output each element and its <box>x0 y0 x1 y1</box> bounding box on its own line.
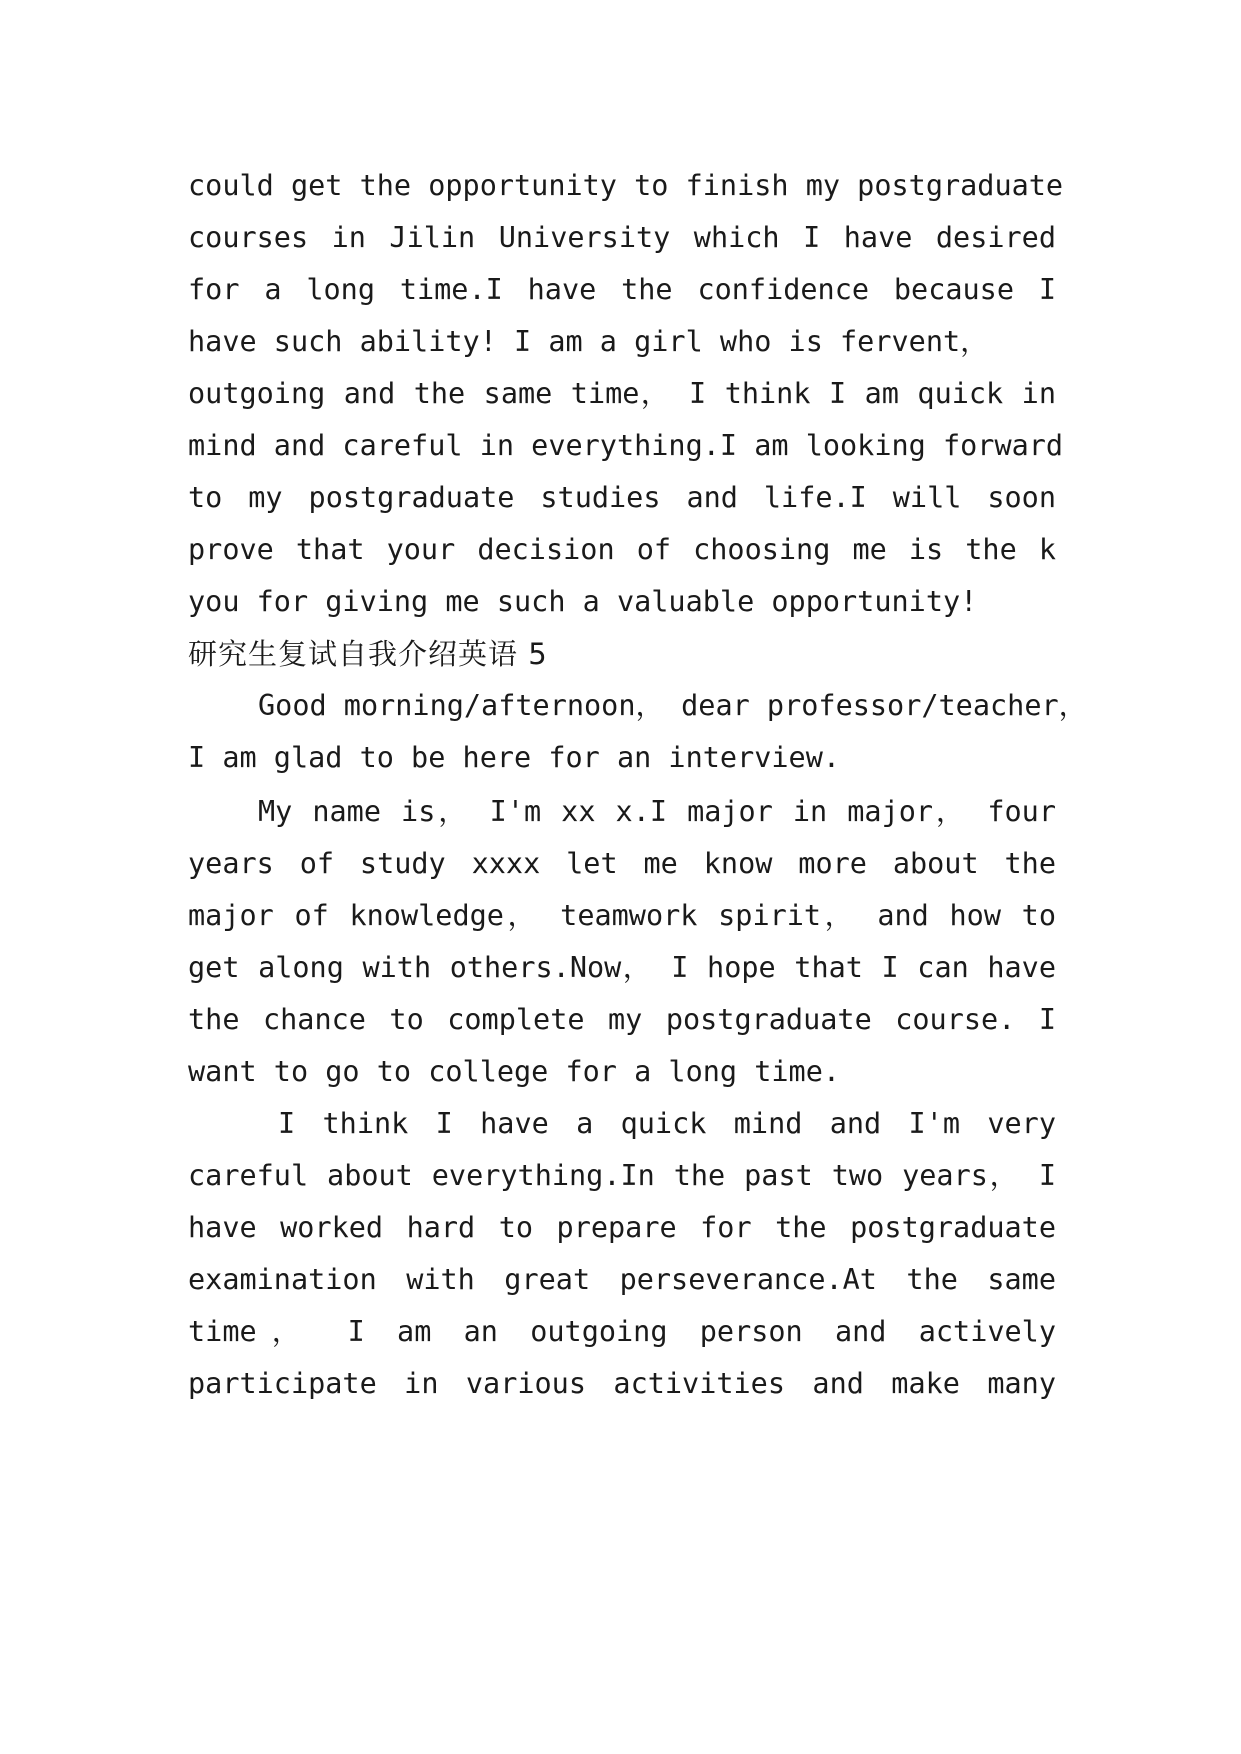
text-line: examination with great perseverance.At the same <box>188 1263 1056 1296</box>
text-line: Good morning/afternoon， dear professor/teacher， <box>258 689 1088 722</box>
text-line: the chance to complete my postgraduate course. I <box>188 1003 1056 1036</box>
text-line: years of study xxxx let me know more about the <box>188 847 1056 880</box>
text-line: courses in Jilin University which I have desired <box>188 221 1056 254</box>
text-line: have such ability! I am a girl who is fervent， <box>188 325 989 358</box>
text-line: My name is， I'm xx x.I major in major， four <box>258 795 1056 828</box>
text-line: to my postgraduate studies and life.I will soon <box>188 481 1056 514</box>
text-line: could get the opportunity to finish my postgraduate <box>188 169 1064 202</box>
text-line: I think I have a quick mind and I'm very <box>278 1107 1056 1140</box>
text-line: for a long time.I have the confidence because I <box>188 273 1056 306</box>
text-line: want to go to college for a long time. <box>188 1055 841 1088</box>
text-line: prove that your decision of choosing me is the k <box>188 533 1056 566</box>
text-line: outgoing and the same time， I think I am quick in <box>188 377 1056 410</box>
text-line: I am glad to be here for an interview. <box>188 741 841 774</box>
text-line: major of knowledge， teamwork spirit， and how to <box>188 899 1056 932</box>
text-line: have worked hard to prepare for the postgraduate <box>188 1211 1056 1244</box>
text-line: you for giving me such a valuable opportunity! <box>188 585 978 618</box>
text-line: get along with others.Now， I hope that I can have <box>188 951 1056 984</box>
text-line: time， I am an outgoing person and actively <box>188 1315 1056 1348</box>
text-line: careful about everything.In the past two years， I <box>188 1159 1056 1192</box>
text-line: participate in various activities and make many <box>188 1367 1056 1400</box>
text-line: mind and careful in everything.I am looking forward <box>188 429 1064 462</box>
section-heading: 研究生复试自我介绍英语 5 <box>188 637 548 671</box>
